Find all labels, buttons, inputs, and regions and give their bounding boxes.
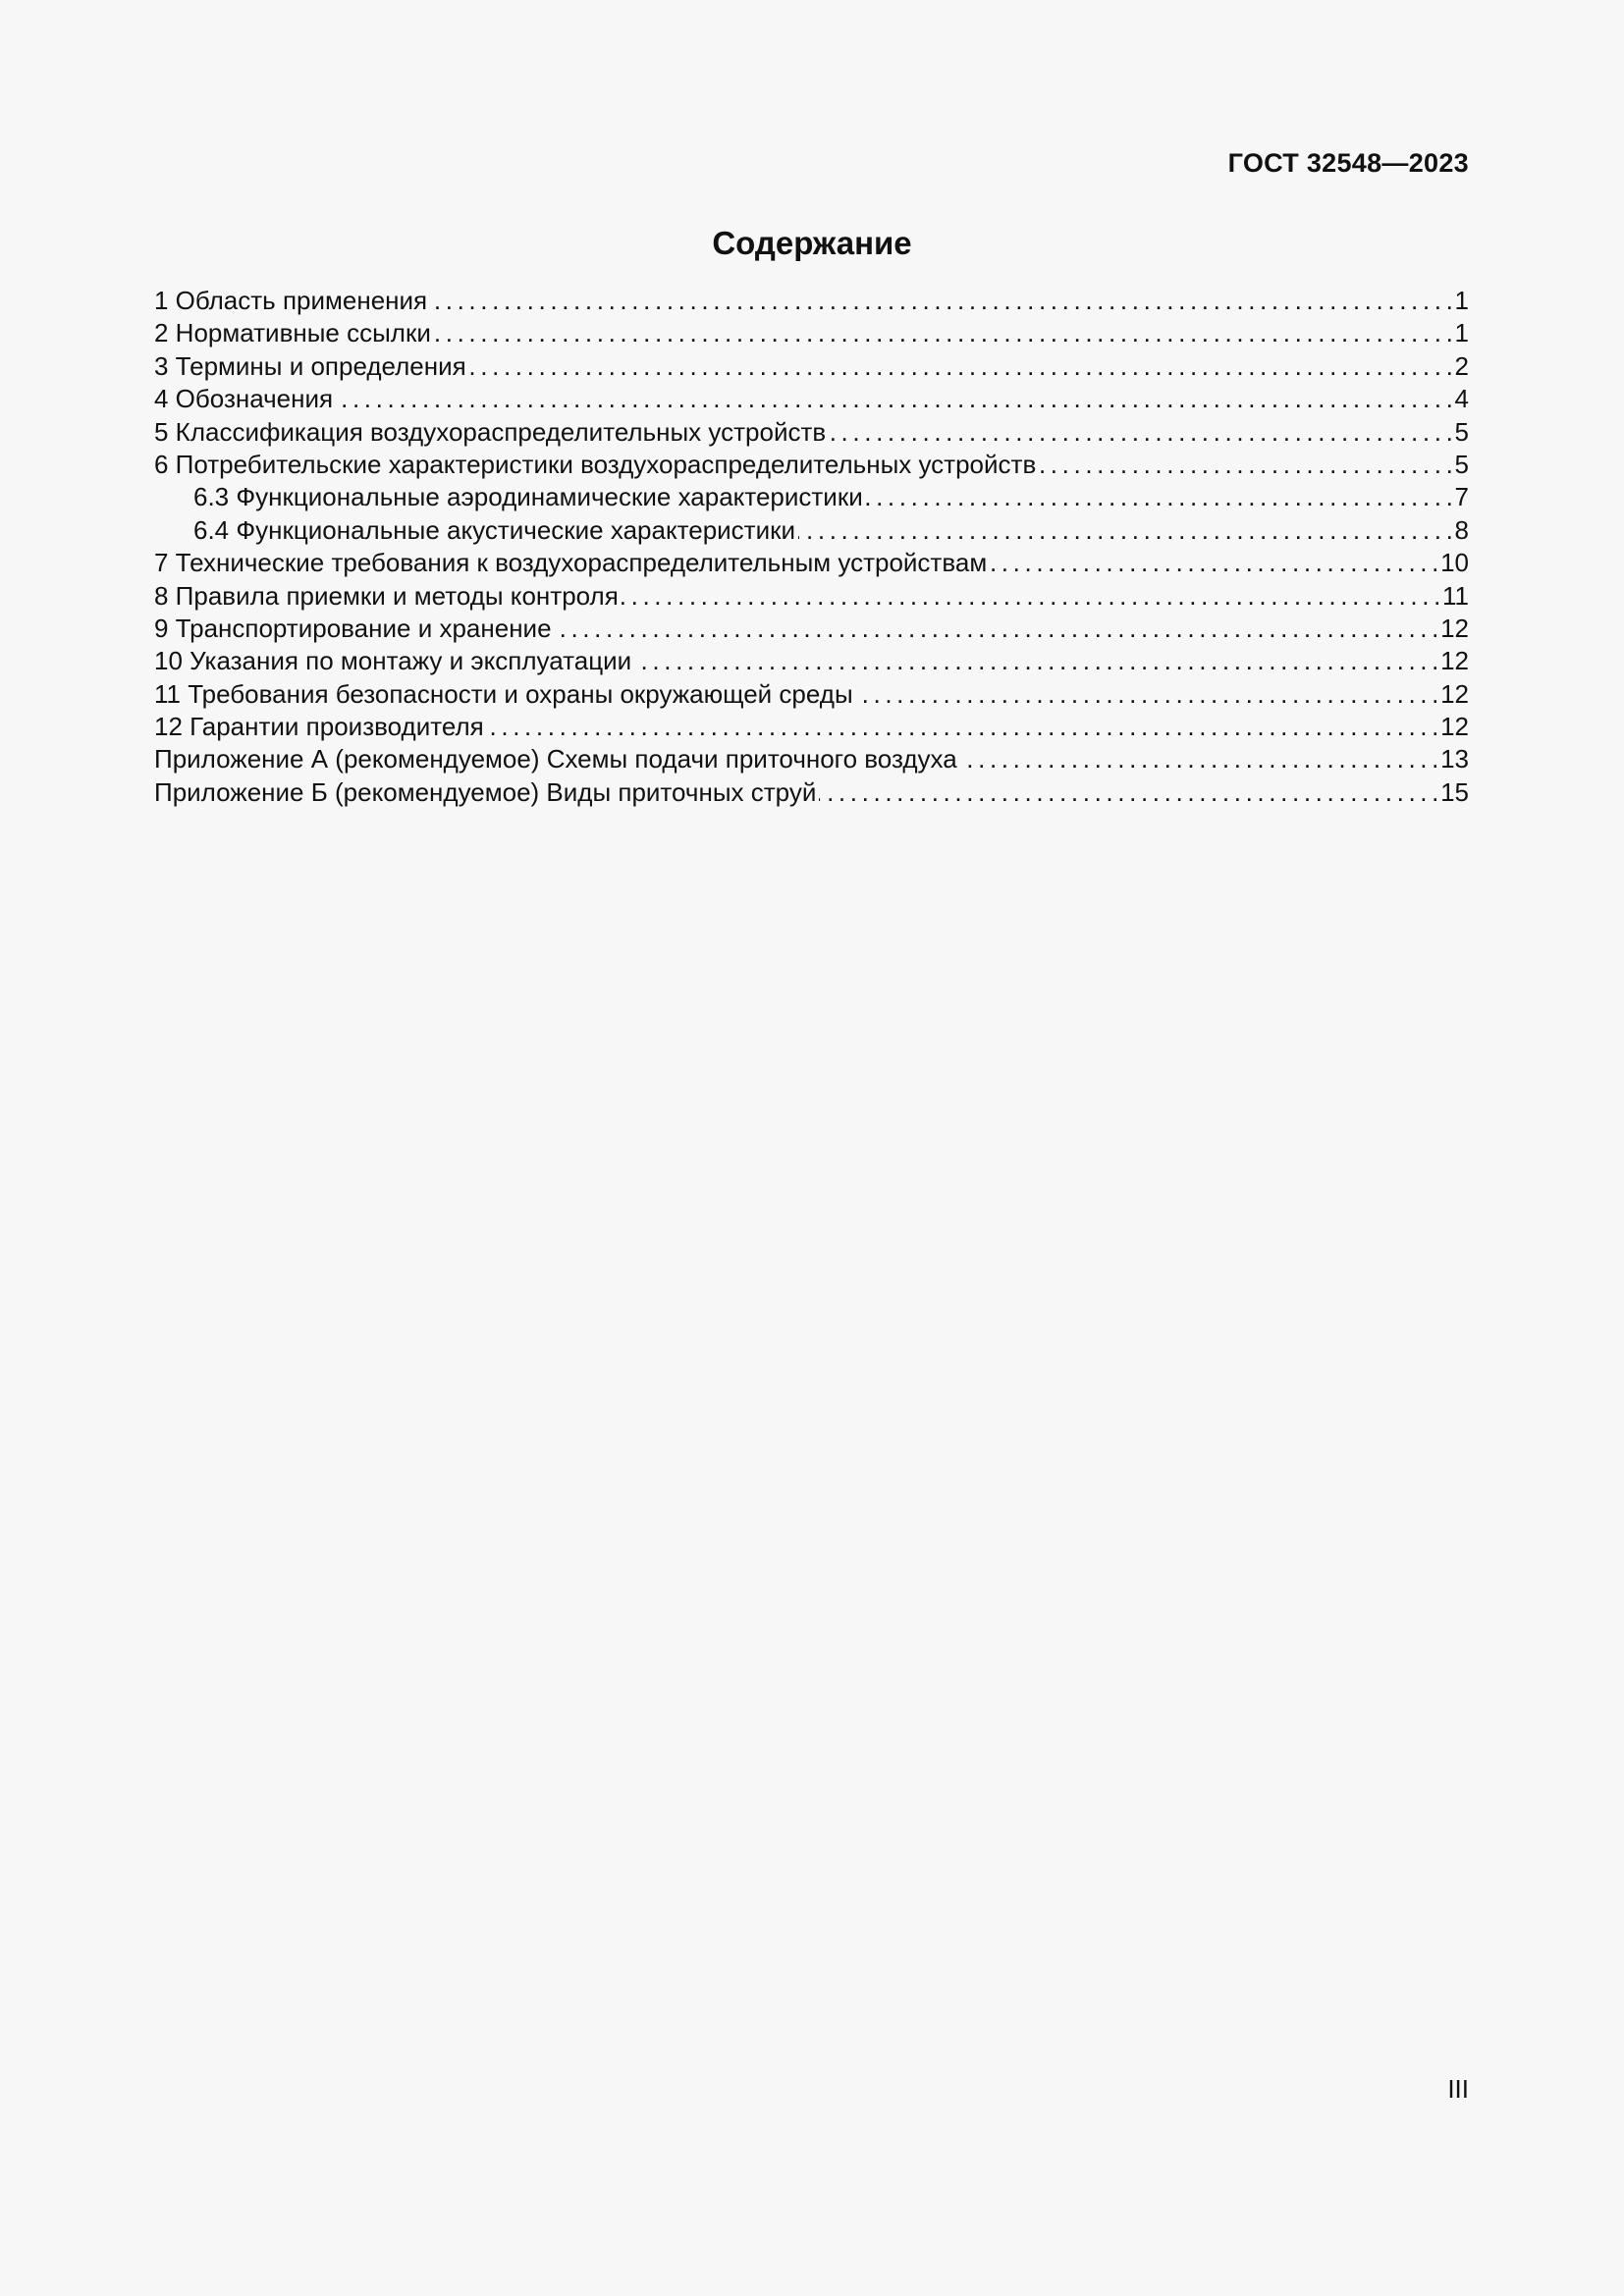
toc-entry-label: Приложение Б (рекомендуемое) Виды приточных струй xyxy=(154,776,817,807)
dot-leader xyxy=(960,743,1437,775)
dot-leader xyxy=(555,613,1438,645)
dot-leader xyxy=(622,580,1439,613)
dot-leader xyxy=(819,776,1437,809)
toc-entry-8[interactable] xyxy=(154,580,1469,613)
toc-entry-label: 10 Указания по монтажу и эксплуатации xyxy=(154,646,632,676)
dot-leader xyxy=(336,383,1451,415)
toc-entry-label: 12 Гарантии производителя xyxy=(154,712,484,742)
toc-entry-label: 8 Правила приемки и методы контроля xyxy=(154,580,619,611)
toc-entry-page: 1 xyxy=(1454,318,1469,348)
dot-leader xyxy=(856,678,1437,711)
toc-entry-5[interactable] xyxy=(154,416,1469,449)
toc-entry-1[interactable] xyxy=(154,285,1469,317)
toc-entry-3[interactable] xyxy=(154,350,1469,383)
toc-entry-page: 4 xyxy=(1454,384,1469,414)
toc-entry-12[interactable] xyxy=(154,711,1469,743)
toc-entry-appendix-a[interactable] xyxy=(154,743,1469,775)
dot-leader xyxy=(798,514,1452,547)
toc-entry-page: 10 xyxy=(1440,548,1469,578)
page-number: III xyxy=(1447,2074,1469,2104)
document-code: ГОСТ 32548—2023 xyxy=(1227,148,1469,178)
toc-entry-page: 11 xyxy=(1442,580,1469,611)
toc-entry-appendix-b[interactable] xyxy=(154,776,1469,809)
toc-entry-2[interactable] xyxy=(154,317,1469,349)
toc-entry-label: 6.3 Функциональные аэродинамические характеристики xyxy=(193,482,863,512)
toc-entry-page: 12 xyxy=(1440,646,1469,676)
toc-entry-page: 2 xyxy=(1454,350,1469,381)
table-of-contents xyxy=(154,285,1469,809)
toc-title: Содержание xyxy=(712,225,912,261)
dot-leader xyxy=(469,350,1452,383)
toc-entry-9[interactable] xyxy=(154,613,1469,645)
dot-leader xyxy=(487,711,1437,743)
toc-entry-4[interactable] xyxy=(154,383,1469,415)
toc-entry-page: 5 xyxy=(1454,416,1469,447)
toc-entry-6-3[interactable] xyxy=(154,481,1469,513)
toc-entry-6[interactable] xyxy=(154,449,1469,481)
toc-entry-label: Приложение А (рекомендуемое) Схемы подачи приточного воздуха xyxy=(154,744,957,774)
toc-entry-label: 9 Транспортирование и хранение xyxy=(154,613,552,643)
dot-leader xyxy=(990,547,1437,579)
toc-entry-page: 12 xyxy=(1440,678,1469,709)
toc-entry-label: 5 Классификация воздухораспределительных устройств xyxy=(154,416,827,447)
toc-entry-page: 7 xyxy=(1454,482,1469,512)
toc-entry-label: 1 Область применения xyxy=(154,286,428,315)
toc-entry-page: 15 xyxy=(1440,776,1469,807)
toc-entry-page: 1 xyxy=(1454,286,1469,315)
dot-leader xyxy=(866,481,1452,513)
toc-entry-label: 7 Технические требования к воздухораспределительным устройствам xyxy=(154,548,988,578)
toc-entry-6-4[interactable] xyxy=(154,514,1469,547)
toc-entry-label: 3 Термины и определения xyxy=(154,350,466,381)
toc-entry-11[interactable] xyxy=(154,678,1469,711)
dot-leader xyxy=(434,317,1452,349)
toc-entry-label: 2 Нормативные ссылки xyxy=(154,318,431,348)
dot-leader xyxy=(634,645,1437,677)
toc-entry-label: 4 Обозначения xyxy=(154,384,334,414)
toc-entry-7[interactable] xyxy=(154,547,1469,579)
dot-leader xyxy=(1039,449,1451,481)
dot-leader xyxy=(829,416,1451,449)
toc-entry-10[interactable] xyxy=(154,645,1469,677)
dot-leader xyxy=(430,285,1451,317)
toc-entry-page: 13 xyxy=(1440,744,1469,774)
toc-entry-page: 8 xyxy=(1454,514,1469,545)
toc-entry-page: 12 xyxy=(1440,613,1469,643)
toc-entry-label: 6 Потребительские характеристики воздухораспределительных устройств xyxy=(154,449,1037,479)
toc-entry-label: 11 Требования безопасности и охраны окружающей среды xyxy=(154,678,853,709)
toc-entry-page: 12 xyxy=(1440,712,1469,742)
toc-entry-page: 5 xyxy=(1454,449,1469,479)
toc-entry-label: 6.4 Функциональные акустические характеристики xyxy=(193,514,796,545)
